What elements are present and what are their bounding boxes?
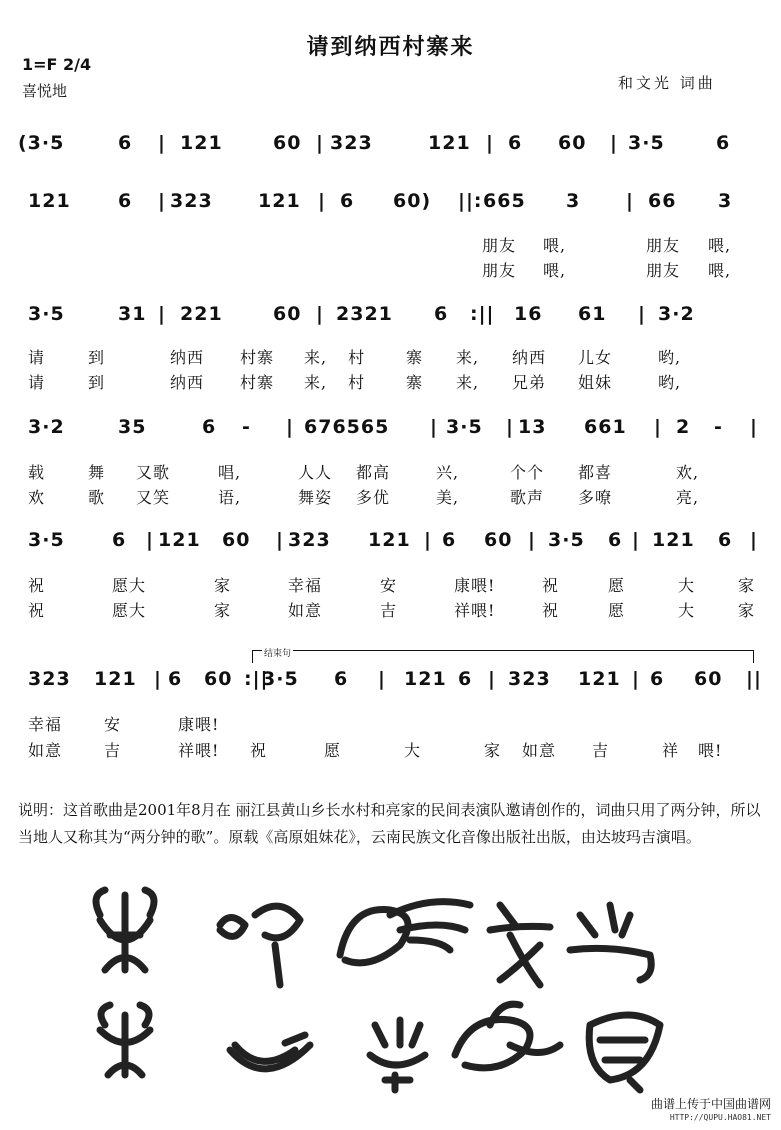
lyric-word: 欢, xyxy=(676,463,700,482)
notation-cell: 2321 xyxy=(336,303,393,325)
notation-cell: 323 xyxy=(28,668,71,690)
lyric-word: 舞 xyxy=(88,463,106,482)
notation-cell: 3·2 xyxy=(658,303,695,325)
notation-cell: 121 xyxy=(428,132,471,154)
barline: | xyxy=(276,529,284,551)
notation-cell: 323 xyxy=(170,190,213,212)
notation-cell: 60 xyxy=(484,529,513,551)
lyric-word: 安 xyxy=(380,576,398,595)
lyric-word: 吉 xyxy=(104,741,122,760)
notation-cell: 60 xyxy=(273,132,302,154)
notation-cell: 665 xyxy=(483,190,526,212)
notation-cell: 6 xyxy=(650,668,665,690)
lyric-word: 家 xyxy=(738,601,756,620)
lyric-word: 来, xyxy=(304,373,328,392)
notation-cell: 121 xyxy=(94,668,137,690)
lyric-word: 纳西 xyxy=(512,348,547,367)
notation-row-6 xyxy=(18,662,763,696)
notation-cell: 121 xyxy=(578,668,621,690)
lyric-word: 又歌 xyxy=(136,463,171,482)
lyric-word: 朋友 xyxy=(646,236,681,255)
notation-cell: 6 xyxy=(716,132,731,154)
notation-cell: 3·5 xyxy=(262,668,299,690)
lyric-word: 愿大 xyxy=(112,601,147,620)
barline: | xyxy=(316,132,324,154)
lyric-word: 哟, xyxy=(658,373,682,392)
lyric-word: 康喂! xyxy=(454,576,496,595)
lyric-word: 安 xyxy=(104,715,122,734)
final-barline: || xyxy=(746,668,762,690)
barline: | xyxy=(506,416,514,438)
notation-row-3 xyxy=(18,297,763,331)
lyric-word: 村 xyxy=(348,348,366,367)
tempo-mood: 喜悦地 xyxy=(22,82,68,100)
lyric-word: 幸福 xyxy=(288,576,323,595)
lyric-word: 朋友 xyxy=(646,261,681,280)
lyric-word: 欢 xyxy=(28,488,46,507)
notation-cell: 323 xyxy=(508,668,551,690)
lyric-word: 喂, xyxy=(708,236,732,255)
lyric-word: 祝 xyxy=(542,601,560,620)
notation-cell: 60 xyxy=(558,132,587,154)
notation-cell: 323 xyxy=(330,132,373,154)
lyric-word: 寨 xyxy=(406,373,424,392)
lyric-word: 愿 xyxy=(324,741,342,760)
lyric-word: 来, xyxy=(456,348,480,367)
lyric-word: 如意 xyxy=(288,601,323,620)
lyric-word: 喂, xyxy=(543,261,567,280)
lyric-word: 儿女 xyxy=(578,348,613,367)
barline: | xyxy=(378,668,386,690)
notation-cell: 60 xyxy=(204,668,233,690)
barline: | xyxy=(318,190,326,212)
lyric-word: 多嘹 xyxy=(578,488,613,507)
barline: | xyxy=(528,529,536,551)
notation-cell: 6 xyxy=(458,668,473,690)
lyric-word: 家 xyxy=(214,576,232,595)
lyric-word: 大 xyxy=(404,741,422,760)
lyric-word: 家 xyxy=(214,601,232,620)
notation-cell: 3·5 xyxy=(628,132,665,154)
barline: | xyxy=(316,303,324,325)
notation-cell: 3·5 xyxy=(446,416,483,438)
notation-cell: 3 xyxy=(566,190,581,212)
lyric-word: 请 xyxy=(28,373,46,392)
notation-cell: 60 xyxy=(273,303,302,325)
lyric-word: 舞姿 xyxy=(298,488,333,507)
notation-cell: 60 xyxy=(222,529,251,551)
notation-cell: 6 xyxy=(168,668,183,690)
lyric-word: 纳西 xyxy=(170,348,205,367)
notation-cell: 6 xyxy=(118,190,133,212)
notation-row-1 xyxy=(18,126,763,160)
notation-cell: 6 xyxy=(434,303,449,325)
lyric-word: 请 xyxy=(28,348,46,367)
lyric-word: 祝 xyxy=(542,576,560,595)
lyric-word: 祝 xyxy=(250,741,268,760)
lyric-word: 喂! xyxy=(698,741,723,760)
notation-cell: 16 xyxy=(514,303,543,325)
barline: | xyxy=(750,416,758,438)
lyric-word: 歌声 xyxy=(510,488,545,507)
notation-cell: 121 xyxy=(28,190,71,212)
lyric-word: 愿大 xyxy=(112,576,147,595)
lyric-word: 村寨 xyxy=(240,348,275,367)
notation-cell: 61 xyxy=(578,303,607,325)
lyric-word: 祥喂! xyxy=(454,601,496,620)
lyric-word: 亮, xyxy=(676,488,700,507)
lyric-word: 都喜 xyxy=(578,463,613,482)
notation-cell: 3·5 xyxy=(548,529,585,551)
lyric-word: 祥 xyxy=(662,741,680,760)
notation-cell: 121 xyxy=(404,668,447,690)
barline: | xyxy=(486,132,494,154)
notation-cell: 3 xyxy=(718,190,733,212)
notation-cell: 31 xyxy=(118,303,147,325)
barline: | xyxy=(626,190,634,212)
barline: | xyxy=(158,190,166,212)
lyric-word: 纳西 xyxy=(170,373,205,392)
notation-cell: - xyxy=(242,416,251,438)
notation-row-2 xyxy=(18,184,763,218)
lyric-word: 吉 xyxy=(380,601,398,620)
notation-cell: 6 xyxy=(112,529,127,551)
lyric-word: 载 xyxy=(28,463,46,482)
notation-cell: 2 xyxy=(676,416,691,438)
lyric-word: 愿 xyxy=(608,576,626,595)
notation-cell: 121 xyxy=(368,529,411,551)
lyric-word: 兄弟 xyxy=(512,373,547,392)
lyric-word: 哟, xyxy=(658,348,682,367)
notation-cell: 6 xyxy=(334,668,349,690)
lyric-word: 家 xyxy=(484,741,502,760)
lyric-word: 都高 xyxy=(356,463,391,482)
barline: | xyxy=(654,416,662,438)
notation-cell: 661 xyxy=(584,416,627,438)
notation-cell: 6 xyxy=(118,132,133,154)
lyric-word: 朋友 xyxy=(482,261,517,280)
notation-cell: 121 xyxy=(258,190,301,212)
lyric-word: 来, xyxy=(304,348,328,367)
notation-row-4 xyxy=(18,410,763,444)
notation-cell: (3·5 xyxy=(18,132,65,154)
lyric-word: 朋友 xyxy=(482,236,517,255)
lyric-word: 姐妹 xyxy=(578,373,613,392)
lyric-word: 来, xyxy=(456,373,480,392)
barline: | xyxy=(632,529,640,551)
notation-cell: 676565 xyxy=(304,416,390,438)
lyric-word: 愿 xyxy=(608,601,626,620)
barline: | xyxy=(424,529,432,551)
barline: | xyxy=(488,668,496,690)
repeat-end: :|| xyxy=(470,303,495,325)
lyric-word: 吉 xyxy=(592,741,610,760)
lyric-word: 大 xyxy=(678,576,696,595)
notation-cell: 121 xyxy=(158,529,201,551)
notation-cell: 6 xyxy=(718,529,733,551)
lyric-word: 康喂! xyxy=(178,715,220,734)
credit-line: 和文光 词曲 xyxy=(618,74,716,92)
barline: | xyxy=(154,668,162,690)
barline: | xyxy=(638,303,646,325)
lyric-word: 唱, xyxy=(218,463,242,482)
lyric-word: 兴, xyxy=(436,463,460,482)
lyric-word: 如意 xyxy=(28,741,63,760)
notation-cell: 121 xyxy=(652,529,695,551)
lyric-word: 歌 xyxy=(88,488,106,507)
lyric-word: 祥喂! xyxy=(178,741,220,760)
notation-cell: - xyxy=(714,416,723,438)
repeat-start: ||: xyxy=(458,190,483,212)
barline: | xyxy=(430,416,438,438)
barline: | xyxy=(146,529,154,551)
notation-row-5 xyxy=(18,523,763,557)
site-watermark xyxy=(651,1098,771,1124)
watermark-url: HTTP://QUPU.HAO81.NET xyxy=(669,1113,771,1122)
lyric-word: 村 xyxy=(348,373,366,392)
lyric-word: 喂, xyxy=(543,236,567,255)
lyric-word: 个个 xyxy=(510,463,545,482)
notation-cell: 3·2 xyxy=(28,416,65,438)
lyric-word: 祝 xyxy=(28,601,46,620)
notation-cell: 121 xyxy=(180,132,223,154)
notation-cell: 66 xyxy=(648,190,677,212)
repeat-end: :|| xyxy=(244,668,269,690)
lyric-word: 家 xyxy=(738,576,756,595)
notation-cell: 6 xyxy=(608,529,623,551)
lyric-word: 寨 xyxy=(406,348,424,367)
ending-label: 结束句 xyxy=(262,646,293,659)
lyric-word: 如意 xyxy=(522,741,557,760)
lyric-word: 喂, xyxy=(708,261,732,280)
watermark-line-1: 曲谱上传于中国曲谱网 xyxy=(650,1097,771,1111)
dongba-pictograph-illustration xyxy=(70,875,710,1105)
barline: | xyxy=(750,529,758,551)
notation-cell: 6 xyxy=(202,416,217,438)
song-title: 请到纳西村寨来 xyxy=(306,34,475,60)
notation-cell: 35 xyxy=(118,416,147,438)
key-signature: 1=F 2/4 xyxy=(22,55,92,74)
notation-cell: 323 xyxy=(288,529,331,551)
lyric-word: 到 xyxy=(88,348,106,367)
notation-cell: 6 xyxy=(508,132,523,154)
notation-cell: 221 xyxy=(180,303,223,325)
notation-cell: 13 xyxy=(518,416,547,438)
barline: | xyxy=(632,668,640,690)
lyric-word: 村寨 xyxy=(240,373,275,392)
lyric-word: 到 xyxy=(88,373,106,392)
lyric-word: 祝 xyxy=(28,576,46,595)
notation-cell: 6 xyxy=(340,190,355,212)
lyric-word: 幸福 xyxy=(28,715,63,734)
notation-cell: 6 xyxy=(442,529,457,551)
lyric-word: 人人 xyxy=(298,463,333,482)
explanatory-note: 说明：这首歌曲是2001年8月在 丽江县黄山乡长水村和亮家的民间表演队邀请创作的，词曲只用了两分钟，所以当地人又称其为“两分钟的歌”。原载《高原姐妹花》，云南民族文化音像出版社出版，由达坡玛吉演唱。 xyxy=(18,801,761,846)
lyric-word: 美, xyxy=(436,488,460,507)
lyric-word: 多优 xyxy=(356,488,391,507)
notation-cell: 3·5 xyxy=(28,529,65,551)
notation-cell: 3·5 xyxy=(28,303,65,325)
barline: | xyxy=(158,132,166,154)
lyric-word: 大 xyxy=(678,601,696,620)
barline: | xyxy=(158,303,166,325)
lyric-word: 又笑 xyxy=(136,488,171,507)
lyric-word: 语, xyxy=(218,488,242,507)
notation-cell: 60) xyxy=(393,190,432,212)
notation-cell: 60 xyxy=(694,668,723,690)
barline: | xyxy=(610,132,618,154)
barline: | xyxy=(286,416,294,438)
